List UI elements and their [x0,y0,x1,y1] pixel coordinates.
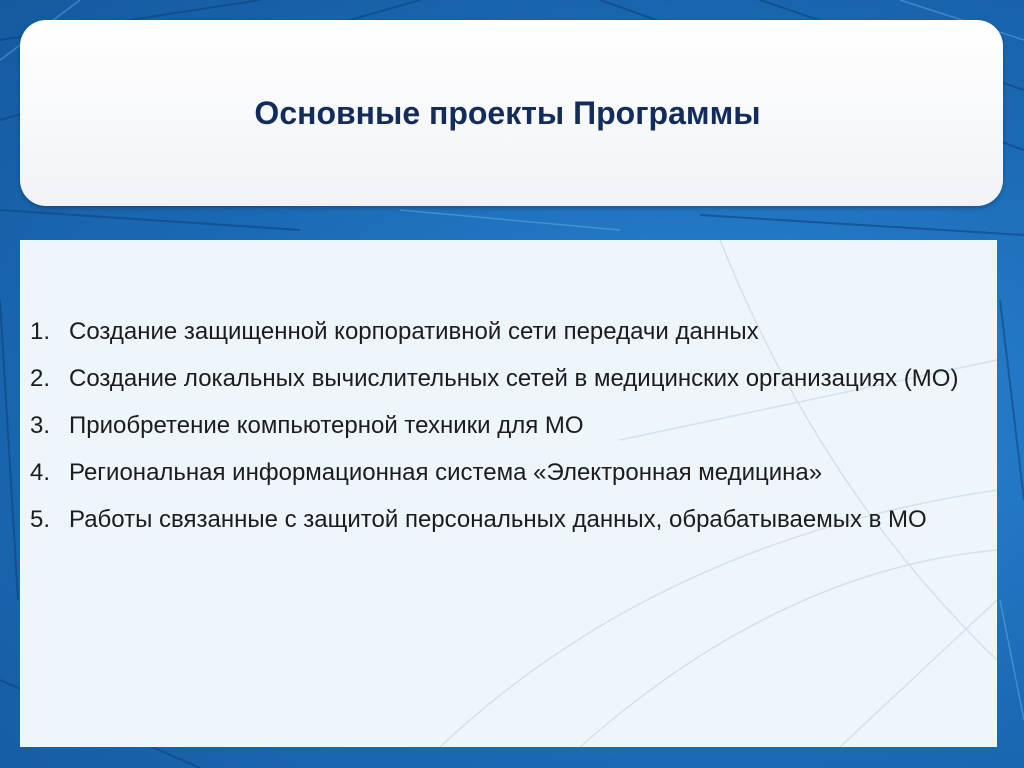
item-number: 2. [30,365,51,392]
list-item [20,457,980,489]
item-text: Создание локальных вычислительных сетей в медицинских организациях (МО) [69,365,959,392]
item-number: 5. [30,506,51,533]
item-text: Работы связанные с защитой персональных данных, обрабатываемых в МО [69,506,927,533]
item-text: Приобретение компьютерной техники для МО [69,412,584,439]
content-panel [20,240,997,747]
slide-title: Основные проекты Программы [254,94,761,131]
item-number: 1. [30,318,51,345]
projects-list [20,316,980,551]
item-text: Региональная информационная система «Электронная медицина» [69,459,823,486]
item-number: 4. [30,459,51,486]
list-item [20,363,980,395]
list-item [20,504,980,536]
item-number: 3. [30,412,51,439]
list-item [20,316,980,348]
item-text: Создание защищенной корпоративной сети передачи данных [69,318,759,345]
title-panel [20,20,1003,206]
list-item [20,410,980,442]
